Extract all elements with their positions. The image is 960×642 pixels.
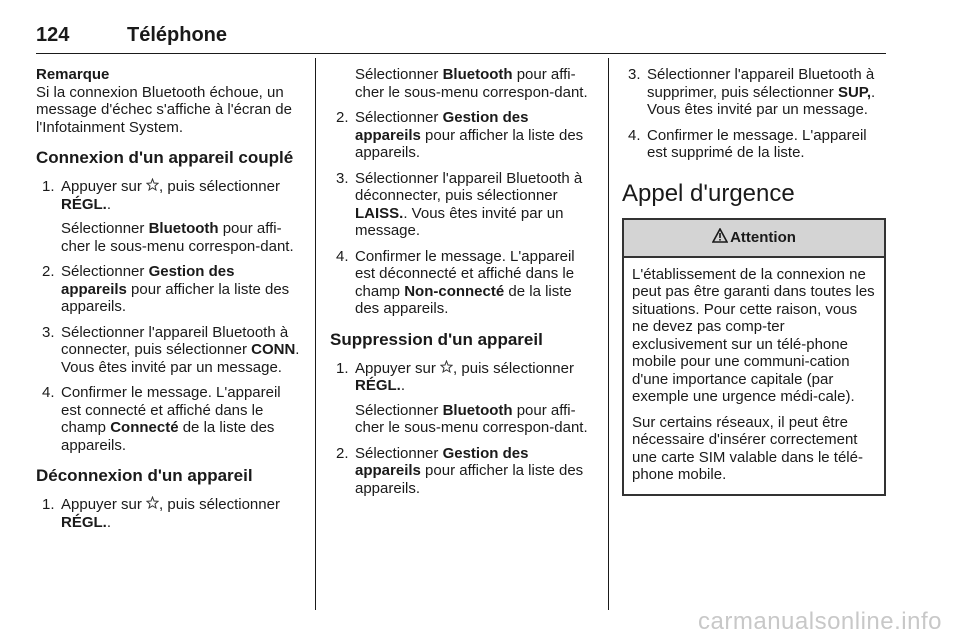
step-keyword: Gestion des appareils (355, 444, 529, 479)
warning-paragraph: L'établissement de la connexion ne peut pas être garanti dans toutes les situations. Pour cette raison, vous ne devez pas comp-ter exclusivement sur un télé-phone mobile pour une communi-cation d'une importance capitale (par exemple une urgence médi-cale). (632, 265, 875, 405)
step-text: . (106, 513, 112, 531)
step (36, 384, 302, 454)
step-text: Appuyer sur (61, 178, 147, 195)
column-divider-1 (315, 58, 316, 610)
step (36, 178, 302, 255)
step-keyword: LAISS. (355, 204, 404, 222)
steps-suppression (330, 360, 594, 498)
step-text: Sélectionner (355, 66, 443, 83)
steps-connexion (36, 178, 302, 454)
page-title: Téléphone (127, 24, 228, 46)
step-text: , puis sélectionner (159, 496, 280, 513)
step-keyword: Bluetooth (442, 401, 513, 419)
step-keyword: Bluetooth (148, 220, 219, 237)
step-number: 4. (628, 126, 641, 144)
step (36, 324, 302, 377)
steps-deconnexion-cont (330, 109, 594, 318)
note-text: Si la connexion Bluetooth échoue, un message d'échec s'affiche à l'écran de l'Infotainment System. (36, 83, 292, 136)
step-keyword: CONN (251, 341, 296, 358)
warning-title: Attention (730, 228, 796, 246)
column-divider-2 (608, 58, 609, 610)
step (36, 263, 302, 316)
step (36, 496, 302, 531)
step-text: Appuyer sur (61, 496, 147, 513)
step-text: . Vous êtes invité par un message. (355, 204, 564, 239)
step-text: Appuyer sur (355, 359, 441, 377)
step-text: Confirmer le message. L'appareil est déconnecté et affiché dans le champ (355, 247, 575, 300)
warning-box (622, 218, 886, 496)
section-title-connexion: Connexion d'un appareil couplé (36, 148, 294, 167)
step-keyword: Gestion des appareils (355, 109, 529, 144)
step-number: 3. (336, 169, 349, 187)
step-text: Sélectionner (355, 401, 443, 419)
step-text: de la liste des appareils. (61, 419, 275, 454)
section-title-deconnexion: Déconnexion d'un appareil (36, 466, 253, 485)
step-number: 2. (336, 109, 349, 126)
page-number: 124 (36, 24, 70, 46)
steps-deconnexion (36, 496, 302, 531)
step (622, 66, 886, 119)
step-continued (330, 66, 594, 101)
step-text: . Vous êtes invité par un message. (61, 341, 300, 376)
step-text: Confirmer le message. L'appareil est supprimé de la liste. (647, 126, 867, 161)
settings-star-icon (146, 496, 159, 514)
step-number: 4. (42, 384, 55, 401)
step-text: pour affi-cher le sous-menu correspon-dant. (61, 220, 294, 255)
step-number: 2. (42, 263, 55, 280)
step-number: 3. (628, 66, 641, 83)
step-number: 3. (42, 323, 55, 341)
watermark: carmanualsonline.info (698, 608, 942, 635)
step-number: 1. (336, 359, 349, 377)
step-text: pour affi-cher le sous-menu correspon-dant. (355, 401, 588, 436)
step-text: Sélectionner l'appareil Bluetooth à déconnecter, puis sélectionner (355, 169, 583, 204)
step-text: . Vous êtes invité par un message. (647, 83, 876, 118)
step-keyword: SUP, (837, 83, 872, 101)
step (622, 127, 886, 162)
step-text: Sélectionner l'appareil Bluetooth à connecter, puis sélectionner (61, 323, 289, 358)
warning-paragraph: Sur certains réseaux, il peut être nécessaire d'insérer correctement une carte SIM valable dans le télé-phone mobile. (632, 413, 863, 483)
step-text: Sélectionner l'appareil Bluetooth à supprimer, puis sélectionner (647, 66, 875, 101)
step-text: , puis sélectionner (159, 178, 280, 195)
note-title: Remarque (36, 66, 110, 83)
step-keyword: Bluetooth (442, 66, 513, 83)
step-text: . (106, 195, 112, 213)
step-text: de la liste des appareils. (355, 282, 572, 317)
step-number: 2. (336, 444, 349, 462)
warning-body (624, 258, 884, 494)
step (330, 360, 594, 437)
step-number: 1. (42, 496, 55, 513)
column-2 (330, 66, 594, 505)
column-3 (622, 66, 886, 496)
step (330, 445, 594, 498)
section-title-appel-urgence: Appel d'urgence (622, 179, 795, 207)
step-text: pour afficher la liste des appareils. (355, 126, 584, 161)
step (330, 109, 594, 162)
step-text: pour afficher la liste des appareils. (355, 462, 584, 497)
step-text: Confirmer le message. L'appareil est connecté et affiché dans le champ (61, 384, 281, 436)
step-text: Sélectionner (355, 109, 443, 126)
column-1 (36, 66, 302, 539)
step-text: pour afficher la liste des appareils. (61, 280, 290, 315)
step-keyword: Connecté (110, 419, 179, 436)
settings-star-icon (146, 178, 159, 196)
section-title-suppression: Suppression d'un appareil (330, 329, 543, 349)
step-keyword: Gestion des appareils (61, 263, 235, 298)
step-text: Sélectionner (61, 220, 149, 237)
warning-header (624, 220, 884, 258)
settings-star-icon (440, 360, 453, 378)
step-text: Sélectionner (61, 263, 149, 280)
step-number: 1. (42, 178, 55, 195)
step-keyword: RÉGL. (355, 377, 401, 394)
step (330, 248, 594, 318)
step-number: 4. (336, 247, 349, 265)
step-keyword: RÉGL. (61, 513, 107, 531)
step-text: . (400, 377, 406, 394)
warning-triangle-icon (712, 228, 728, 248)
step-text: pour affi-cher le sous-menu correspon-dant. (355, 66, 588, 101)
page-header (36, 24, 886, 54)
step-text: Sélectionner (355, 444, 443, 462)
step-keyword: RÉGL. (61, 195, 107, 213)
step (330, 170, 594, 240)
step-text: , puis sélectionner (453, 359, 574, 377)
step-keyword: Non-connecté (404, 282, 505, 300)
steps-suppression-cont (622, 66, 886, 162)
